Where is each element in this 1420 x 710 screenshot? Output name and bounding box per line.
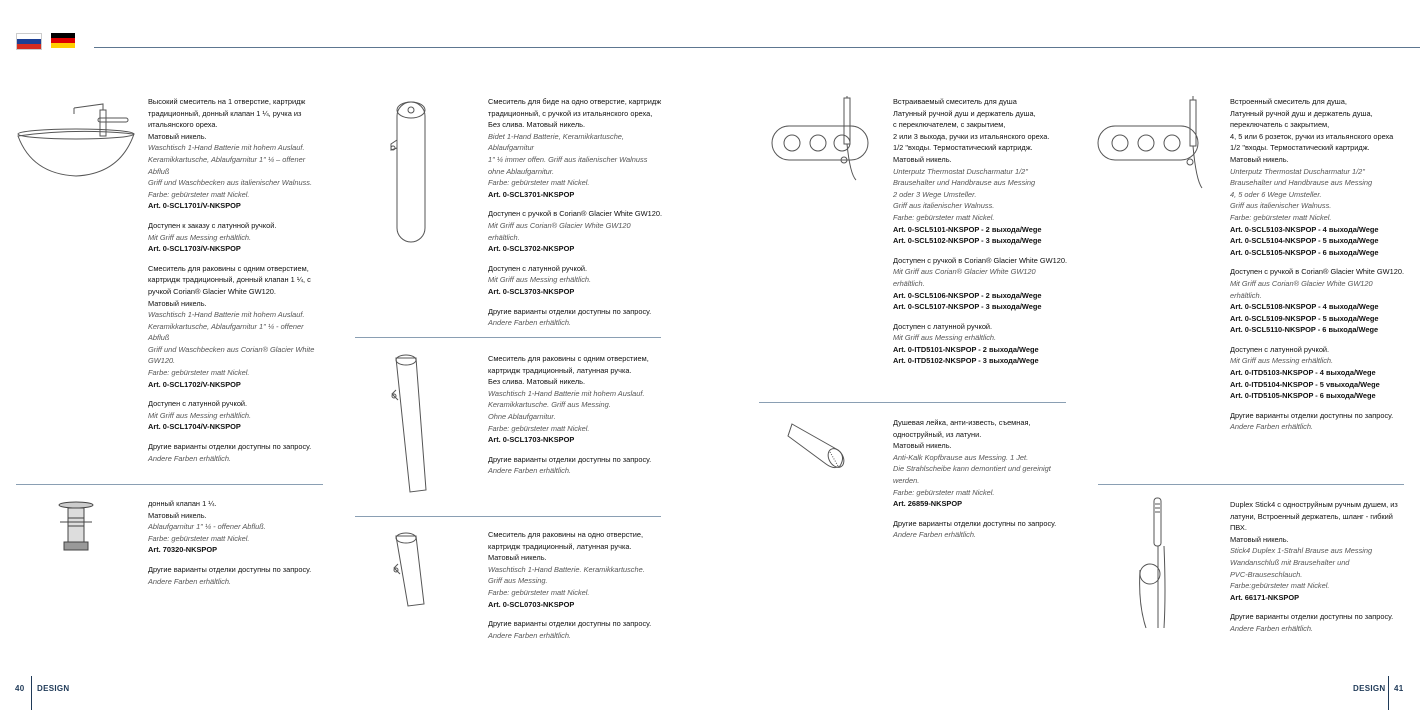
russian-description: Без слива. Матовый никель. <box>488 120 586 130</box>
german-description: Wandanschluß mit Brausehalter und <box>1230 557 1350 567</box>
divider <box>355 337 661 338</box>
german-description: Griff aus italienischer Walnuss. <box>893 201 995 211</box>
russian-description: Матовый никель. <box>1230 154 1289 164</box>
german-description: Andere Farben erhältlich. <box>148 453 231 463</box>
german-description: Farbe: gebürsteter matt Nickel. <box>488 423 590 433</box>
german-description: Unterputz Thermostat Duscharmatur 1/2" <box>1230 166 1365 176</box>
german-description: Mit Griff aus Messing erhältlich. <box>148 232 252 242</box>
russian-description: Матовый никель. <box>148 510 207 520</box>
german-description: Mit Griff aus Messing erhältlich. <box>1230 356 1334 366</box>
russian-description: Другие варианты отделки доступны по запросу. <box>488 454 652 464</box>
product-block-tall-basin-mixer <box>488 353 664 477</box>
article-number: Art. 0-SCL5105-NKSPOP - 6 выхода/Wege <box>1230 247 1379 257</box>
product-block-duplex-stick <box>1230 499 1406 635</box>
russian-description: Матовый никель. <box>1230 534 1289 544</box>
german-description: 1" ¼ immer offen. Griff aus italienischer Walnuss <box>488 154 648 164</box>
tall-basin-mixer-illustration <box>386 350 446 500</box>
product-block-drain-valve <box>148 498 325 587</box>
german-description: ohne Ablaufgarnitur. <box>488 166 555 176</box>
article-number: Art. 0-SCL5109-NKSPOP - 5 выхода/Wege <box>1230 313 1379 323</box>
hand-shower-head-illustration <box>786 414 856 474</box>
divider <box>355 516 661 517</box>
article-number: Art. 0-SCL3701-NKSPOP <box>488 189 575 199</box>
german-description: Andere Farben erhältlich. <box>1230 623 1313 633</box>
german-description: Farbe:gebürsteter matt Nickel. <box>1230 581 1330 591</box>
spacer <box>488 255 664 263</box>
spacer <box>488 298 664 306</box>
russian-description: традиционный, с ручкой из итальянского ореха, <box>488 108 653 118</box>
german-description: Andere Farben erhältlich. <box>148 576 231 586</box>
article-number: Art. 0-SCL5103-NKSPOP - 4 выхода/Wege <box>1230 224 1379 234</box>
russian-description: Матовый никель. <box>148 298 207 308</box>
russian-description: Доступен с латунной ручкой. <box>488 263 588 273</box>
german-description: Mit Griff aus Corian® Glacier White GW120 erhältlich. <box>1230 278 1373 300</box>
russian-description: одноструйный, из латуни. <box>893 429 982 439</box>
spacer <box>893 510 1069 518</box>
russian-description: Матовый никель. <box>893 154 952 164</box>
product-block-short-basin-mixer <box>488 529 664 641</box>
article-number: Art. 0-SCL1702/V-NKSPOP <box>148 379 241 389</box>
german-description: Mit Griff aus Messing erhältlich. <box>488 275 592 285</box>
german-description: Farbe: gebürsteter matt Nickel. <box>148 533 250 543</box>
german-description: Andere Farben erhältlich. <box>488 630 571 640</box>
german-description: Farbe: gebürsteter matt Nickel. <box>148 189 250 199</box>
russian-description: Другие варианты отделки доступны по запросу. <box>488 619 652 629</box>
german-description: Anti-Kalk Kopfbrause aus Messing. 1 Jet. <box>893 452 1029 462</box>
german-description: PVC-Brauseschlauch. <box>1230 569 1303 579</box>
article-number: Art. 0-SCL1701/V-NKSPOP <box>148 201 241 211</box>
article-number: Art. 0-SCL5102-NKSPOP - 3 выхода/Wege <box>893 236 1042 246</box>
spacer <box>148 433 325 441</box>
russian-description: Доступен с ручкой в Corian® Glacier White GW120. <box>893 255 1068 265</box>
article-number: Art. 0-SCL5108-NKSPOP - 4 выхода/Wege <box>1230 302 1379 312</box>
article-number: Art. 0-SCL5107-NKSPOP - 3 выхода/Wege <box>893 302 1042 312</box>
article-number: Art. 0-SCL0703-NKSPOP <box>488 599 575 609</box>
spacer <box>488 610 664 618</box>
russian-description: Без слива. Матовый никель. <box>488 377 586 387</box>
footer-rule-right <box>1388 676 1389 710</box>
spacer <box>893 247 1069 255</box>
russian-description: 1/2 "входы. Термостатический картридж. <box>893 143 1033 153</box>
german-description: Unterputz Thermostat Duscharmatur 1/2" <box>893 166 1028 176</box>
german-description: Griff und Waschbecken aus italienischer Walnuss. <box>148 178 313 188</box>
german-description: GW120. <box>148 356 176 366</box>
german-description: Bidet 1-Hand Batterie, Keramikkartusche, Ablaufgarnitur <box>488 131 624 153</box>
russian-description: традиционный, донный клапан 1 ¼, ручка из <box>148 108 302 118</box>
spacer <box>893 313 1069 321</box>
german-description: Waschtisch 1-Hand Batterie. Keramikkartusche. <box>488 564 645 574</box>
german-description: Andere Farben erhältlich. <box>488 318 571 328</box>
spacer <box>148 255 325 263</box>
page-number-right: 41 <box>1394 684 1404 693</box>
spacer <box>488 200 664 208</box>
basin-mixer-walnut-illustration <box>14 100 138 180</box>
russian-description: Duplex Stick4 с одноструйным ручным душем, из <box>1230 500 1398 509</box>
german-description: Farbe: gebürsteter matt Nickel. <box>893 487 995 497</box>
russian-description: Встраиваемый смеситель для душа <box>893 97 1017 106</box>
german-description: Andere Farben erhältlich. <box>893 530 976 540</box>
russian-description: переключатель с закрытием, <box>1230 120 1330 130</box>
section-label-right: DESIGN <box>1353 684 1386 693</box>
russian-description: Другие варианты отделки доступны по запросу. <box>1230 410 1394 420</box>
product-block-high-basin-mixer <box>148 96 325 464</box>
russian-description: Встроенный смеситель для душа, <box>1230 97 1347 106</box>
russian-description: Высокий смеситель на 1 отверстие, картридж <box>148 97 306 106</box>
german-description: Ablaufgarnitur 1" ¼ - offener Abfluß. <box>148 522 266 532</box>
spacer <box>1230 336 1406 344</box>
german-description: Farbe: gebürsteter matt Nickel. <box>488 587 590 597</box>
header-rule <box>94 47 1420 48</box>
russian-description: 1/2 "входы. Термостатический картридж. <box>1230 143 1370 153</box>
russia-flag-icon <box>16 33 42 50</box>
german-description: Mit Griff aus Messing erhältlich. <box>148 410 252 420</box>
russian-description: Другие варианты отделки доступны по запросу. <box>1230 612 1394 622</box>
german-description: 4, 5 oder 6 Wege Umsteller. <box>1230 189 1322 199</box>
shower-mixer-three-way-illustration <box>770 96 880 186</box>
article-number: Art. 0-SCL5106-NKSPOP - 2 выхода/Wege <box>893 290 1042 300</box>
product-block-shower-mixer-2-3 <box>893 96 1069 367</box>
german-description: Waschtisch 1-Hand Batterie mit hohem Auslauf. <box>148 143 305 153</box>
divider <box>16 484 323 485</box>
article-number: Art. 0-SCL5101-NKSPOP - 2 выхода/Wege <box>893 224 1042 234</box>
article-number: Art. 0-SCL1704/V-NKSPOP <box>148 422 241 432</box>
german-description: Griff und Waschbecken aus Corian® Glacier White <box>148 344 315 354</box>
german-description: Keramikkartusche. Griff aus Messing. <box>488 400 611 410</box>
article-number: Art. 0-ITD5101-NKSPOP - 2 выхода/Wege <box>893 344 1039 354</box>
russian-description: Доступен с латунной ручкой. <box>1230 344 1330 354</box>
russian-description: Доступен с латунной ручкой. <box>893 321 993 331</box>
article-number: Art. 0-SCL1703/V-NKSPOP <box>148 244 241 254</box>
german-description: Andere Farben erhältlich. <box>1230 422 1313 432</box>
german-description: Mit Griff aus Corian® Glacier White GW120 erhältlich. <box>893 267 1036 288</box>
article-number: Art. 0-SCL3702-NKSPOP <box>488 244 575 254</box>
russian-description: Другие варианты отделки доступны по запросу. <box>893 518 1057 528</box>
article-number: Art. 70320-NKSPOP <box>148 545 218 555</box>
russian-description: ручкой Corian® Glacier White GW120. <box>148 286 276 296</box>
germany-flag-icon <box>51 33 75 48</box>
russian-description: картридж традиционный, латунная ручка. <box>488 365 632 375</box>
russian-description: Латунный ручной душ и держатель душа, <box>1230 108 1373 118</box>
bidet-mixer-illustration <box>383 92 443 252</box>
russian-description: латуни, Встроенный держатель, шланг - гибкий <box>1230 511 1393 521</box>
german-description: Farbe: gebürsteter matt Nickel. <box>1230 212 1332 222</box>
german-description: Mit Griff aus Messing erhältlich. <box>893 333 997 343</box>
german-description: Stick4 Duplex 1-Strahl Brause aus Messing <box>1230 546 1373 556</box>
german-description: Mit Griff aus Corian® Glacier White GW120 erhältlich. <box>488 220 631 242</box>
german-description: Brausehalter und Handbrause aus Messing <box>893 178 1036 188</box>
spacer <box>1230 603 1406 611</box>
section-label-left: DESIGN <box>37 684 70 693</box>
russian-description: Другие варианты отделки доступны по запросу. <box>148 564 312 574</box>
spacer <box>488 446 664 454</box>
divider <box>759 402 1066 403</box>
german-description: 2 oder 3 Wege Umsteller. <box>893 189 977 199</box>
german-description: Waschtisch 1-Hand Batterie mit hohem Auslauf. <box>488 388 645 398</box>
german-description: Griff aus Messing. <box>488 576 548 586</box>
spacer <box>148 212 325 220</box>
german-description: Andere Farben erhältlich. <box>488 466 571 476</box>
russian-description: Доступен к заказу с латунной ручкой. <box>148 220 277 230</box>
russian-description: ПВХ. <box>1230 523 1247 533</box>
russian-description: 4, 5 или 6 розеток, ручки из итальянского ореха <box>1230 131 1394 141</box>
russian-description: Смеситель для раковины на одно отверстие, <box>488 530 644 539</box>
russian-description: Матовый никель. <box>488 553 547 563</box>
russian-description: картридж традиционный, латунная ручка. <box>488 541 632 551</box>
footer-rule-left <box>31 676 32 710</box>
german-description: Keramikkartusche, Ablaufgarnitur 1" ¼ - offener Abfluß <box>148 321 304 343</box>
article-number: Art. 26859-NKSPOP <box>893 499 963 509</box>
german-description: Ohne Ablaufgarnitur. <box>488 411 556 421</box>
spacer <box>1230 258 1406 266</box>
divider <box>1098 484 1404 485</box>
duplex-stick-shower-illustration <box>1134 494 1194 634</box>
russian-description: итальянского ореха. <box>148 120 218 130</box>
article-number: Art. 0-SCL5104-NKSPOP - 5 выхода/Wege <box>1230 236 1379 246</box>
german-description: Brausehalter und Handbrause aus Messing <box>1230 178 1373 188</box>
spacer <box>1230 402 1406 410</box>
article-number: Art. 0-ITD5104-NKSPOP - 5 vвыхода/Wege <box>1230 379 1380 389</box>
product-block-shower-head <box>893 417 1069 541</box>
russian-description: 2 или 3 выхода, ручки из итальянского ореха. <box>893 131 1050 141</box>
shower-mixer-multi-way-illustration <box>1096 96 1216 196</box>
spacer <box>148 556 325 564</box>
article-number: Art. 66171-NKSPOP <box>1230 592 1300 602</box>
product-block-shower-mixer-4-6 <box>1230 96 1406 433</box>
russian-description: Душевая лейка, анти-известь, съемная, <box>893 418 1031 427</box>
article-number: Art. 0-SCL3703-NKSPOP <box>488 286 575 296</box>
russian-description: донный клапан 1 ¼. <box>148 499 217 508</box>
german-description: Keramikkartusche, Ablaufgarnitur 1" ¼ – offener Abfluß <box>148 154 306 176</box>
article-number: Art. 0-SCL1703-NKSPOP <box>488 435 575 445</box>
russian-description: Смеситель для биде на одно отверстие, картридж <box>488 97 662 106</box>
russian-description: Матовый никель. <box>893 441 952 451</box>
article-number: Art. 0-ITD5102-NKSPOP - 3 выхода/Wege <box>893 356 1039 366</box>
russian-description: картридж традиционный, донный клапан 1 ¼, с <box>148 275 311 285</box>
page-number-left: 40 <box>15 684 25 693</box>
russian-description: Доступен с латунной ручкой. <box>148 399 248 409</box>
article-number: Art. 0-ITD5103-NKSPOP - 4 выхода/Wege <box>1230 368 1376 378</box>
russian-description: Другие варианты отделки доступны по запросу. <box>148 442 312 452</box>
spacer <box>148 390 325 398</box>
german-description: Waschtisch 1-Hand Batterie mit hohem Auslauf. <box>148 310 305 320</box>
russian-description: Латунный ручной душ и держатель душа, <box>893 108 1036 118</box>
russian-description: Смеситель для раковины с одним отверстием, <box>148 263 309 273</box>
drain-valve-illustration <box>56 500 96 560</box>
german-description: Farbe: gebürsteter matt Nickel. <box>893 212 995 222</box>
russian-description: Другие варианты отделки доступны по запросу. <box>488 306 652 316</box>
german-description: Griff aus italienischer Walnuss. <box>1230 201 1332 211</box>
german-description: Farbe: gebürsteter matt Nickel. <box>148 368 250 378</box>
german-description: Farbe: gebürsteter matt Nickel. <box>488 178 590 188</box>
russian-description: с переключателем, с закрытием, <box>893 120 1006 130</box>
russian-description: Доступен с ручкой в Corian® Glacier White GW120. <box>1230 267 1405 277</box>
russian-description: Матовый никель. <box>148 131 207 141</box>
product-block-bidet-mixer <box>488 96 664 329</box>
article-number: Art. 0-ITD5105-NKSPOP - 6 выхода/Wege <box>1230 391 1376 401</box>
short-basin-mixer-illustration <box>390 528 440 610</box>
russian-description: Смеситель для раковины с одним отверстием, <box>488 354 649 363</box>
article-number: Art. 0-SCL5110-NKSPOP - 6 выхода/Wege <box>1230 325 1379 335</box>
german-description: Die Strahlscheibe kann demontiert und gereinigt werden. <box>893 464 1051 485</box>
russian-description: Доступен с ручкой в Corian® Glacier White GW120. <box>488 209 663 219</box>
